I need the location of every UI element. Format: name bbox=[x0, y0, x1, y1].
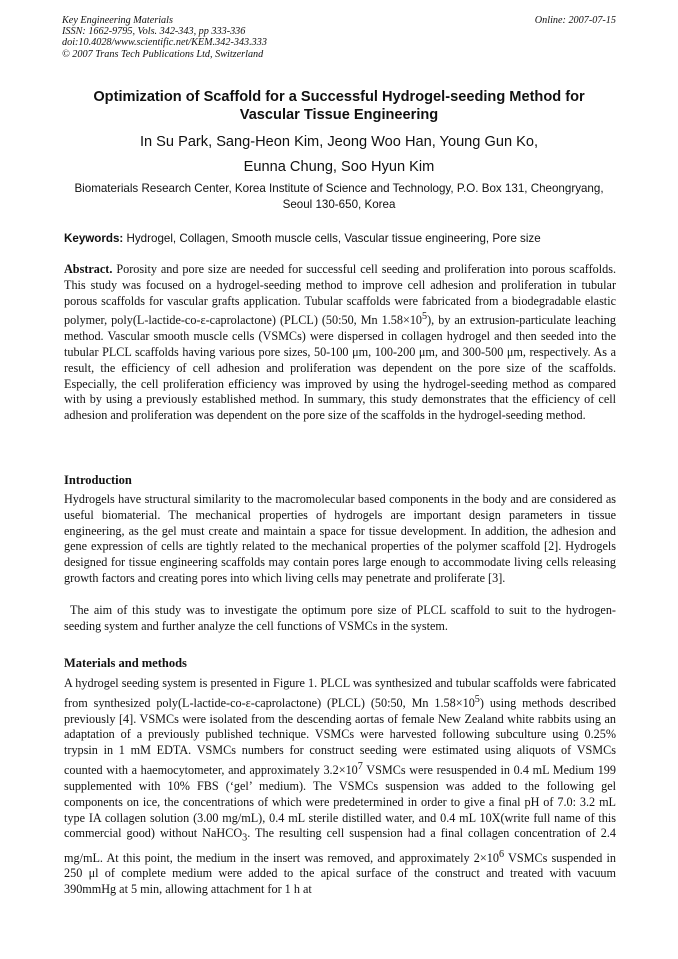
journal-header bbox=[62, 15, 616, 60]
introduction-paragraph-1: Hydrogels have structural similarity to the macromolecular based components in the body and are considered as useful biomaterial. The mechanical properties of hydrogels are important design parameters in tissue engineering, as the gel must create and maintain a space for tissue development. In addition, the adhesion and gene expression of cells are tightly related to the mechanical properties of the polymer scaffold [2]. Hydrogels designed for tissue engineering scaffolds may contain pores large enough to accommodate living cells releasing growth factors and creating pores into which living cells may penetrate and proliferate [3]. bbox=[64, 492, 616, 585]
authors-line-2: Eunna Chung, Soo Hyun Kim bbox=[243, 159, 435, 175]
abstract-text-1: Porosity and pore size are needed for successful cell seeding and proliferation into porous scaffolds. This study was focused on a hydrogel-seeding method to improve cell adhesion and proliferation in tubular porous scaffolds for vascular grafts application. Tubular scaffolds were fabricated from a biodegradable elastic polymer, poly(L-lactide-co-ε-caprolactone) (PLCL) (50:50, Mn 1.58×10 bbox=[64, 262, 616, 328]
abstract-superscript: 5 bbox=[422, 311, 428, 323]
introduction-paragraph-2: The aim of this study was to investigate the optimum pore size of PLCL scaffold to suit to the hydrogen-seeding system and further analyze the cell functions of VSMCs in the system. bbox=[64, 603, 616, 633]
keywords bbox=[64, 231, 616, 246]
abstract bbox=[64, 262, 616, 424]
introduction-heading: Introduction bbox=[64, 473, 132, 487]
methods-sub: 3 bbox=[242, 832, 248, 844]
paper-title: Optimization of Scaffold for a Successful Hydrogel-seeding Method for Vascular Tissue Engineering bbox=[93, 89, 585, 123]
methods-text-a: A hydrogel seeding system is presented in Figure 1. PLCL was synthesized and tubular scaffolds were fabricated from synthesized poly(L-lactide-co-ε-caprolactone) (PLCL) (50:50, Mn 1.58×10 bbox=[64, 676, 616, 710]
issn-line: ISSN: 1662-9795, Vols. 342-343, pp 333-336 bbox=[62, 26, 246, 38]
keywords-label: Keywords: bbox=[64, 232, 124, 245]
keywords-text: Hydrogel, Collagen, Smooth muscle cells, Vascular tissue engineering, Pore size bbox=[126, 232, 541, 245]
methods-paragraph bbox=[64, 676, 616, 898]
online-date: Online: 2007-07-15 bbox=[534, 15, 616, 26]
abstract-text-2: ), by an extrusion-particulate leaching method. Vascular smooth muscle cells (VSMCs) were dispersed in collagen hydrogel and then seeded into the tubular PLCL scaffolds having various pore sizes, 50-100 μm, 100-200 μm, and 300-500 μm, respectively. As a result, the efficiency of cell adhesion and proliferation was dependent on the pore size of the scaffolds. Especially, the cell proliferation efficiency was improved by using the hydrogel-seeding method as compared with by using a previously established method. In summary, this study demonstrates that the efficiency of cell adhesion and proliferation was dependent on the pore size of the scaffolds in the hydrogel-seeding method. bbox=[64, 313, 616, 423]
author-list bbox=[62, 130, 616, 180]
methods-text-e: VSMCs suspended in 250 μl of complete medium were added to the apical surface of the construct and treated with vacuum 390mmHg at 5 min, allowing attachment for 1 h at bbox=[64, 850, 617, 897]
methods-sup-1: 5 bbox=[474, 693, 480, 705]
doi-line: doi:10.4028/www.scientific.net/KEM.342-343.333 bbox=[62, 37, 267, 49]
affiliation: Biomaterials Research Center, Korea Institute of Science and Technology, P.O. Box 131, Cheongryang, Seoul 130-650, Korea bbox=[74, 182, 604, 211]
methods-sup-2: 7 bbox=[357, 761, 363, 773]
methods-text-b: ) using methods described previously [4]. VSMCs were isolated from the descending aortas of female New Zealand white rabbits using an adaptation of a previously published technique. VSMCs were harvested following subculture using 0.25% trypsin in 1 mM EDTA. VSMCs numbers for construct seeding were estimated using aliquots of VSMCs counted with a haemocytometer, and approximately 3.2×10 bbox=[64, 695, 617, 778]
copyright-line: © 2007 Trans Tech Publications Ltd, Switzerland bbox=[62, 48, 264, 60]
authors-line-1: In Su Park, Sang-Heon Kim, Jeong Woo Han, Young Gun Ko, bbox=[139, 134, 539, 150]
methods-text-c: VSMCs were resuspended in 0.4 mL Medium 199 supplemented with 10% FBS (‘gel’ medium). The VSMCs suspension was added to the following gel components on ice, the concentrations of which were predetermined in order to give a final pH of 7.0: 3.2 mL type IA collagen solution (3.00 mg/mL), 0.4 mL sterile distilled water, and 0.4 mL 10X(write full name of this commercial good) without NaHCO bbox=[64, 763, 616, 841]
methods-text-d: . The resulting cell suspension had a final collagen concentration of 2.4 mg/mL. At this point, the medium in the insert was removed, and approximately 2×10 bbox=[64, 826, 617, 865]
abstract-label: Abstract. bbox=[64, 262, 113, 276]
methods-heading: Materials and methods bbox=[64, 656, 187, 670]
methods-sup-3: 6 bbox=[498, 848, 505, 860]
journal-name: Key Engineering Materials bbox=[62, 15, 173, 26]
